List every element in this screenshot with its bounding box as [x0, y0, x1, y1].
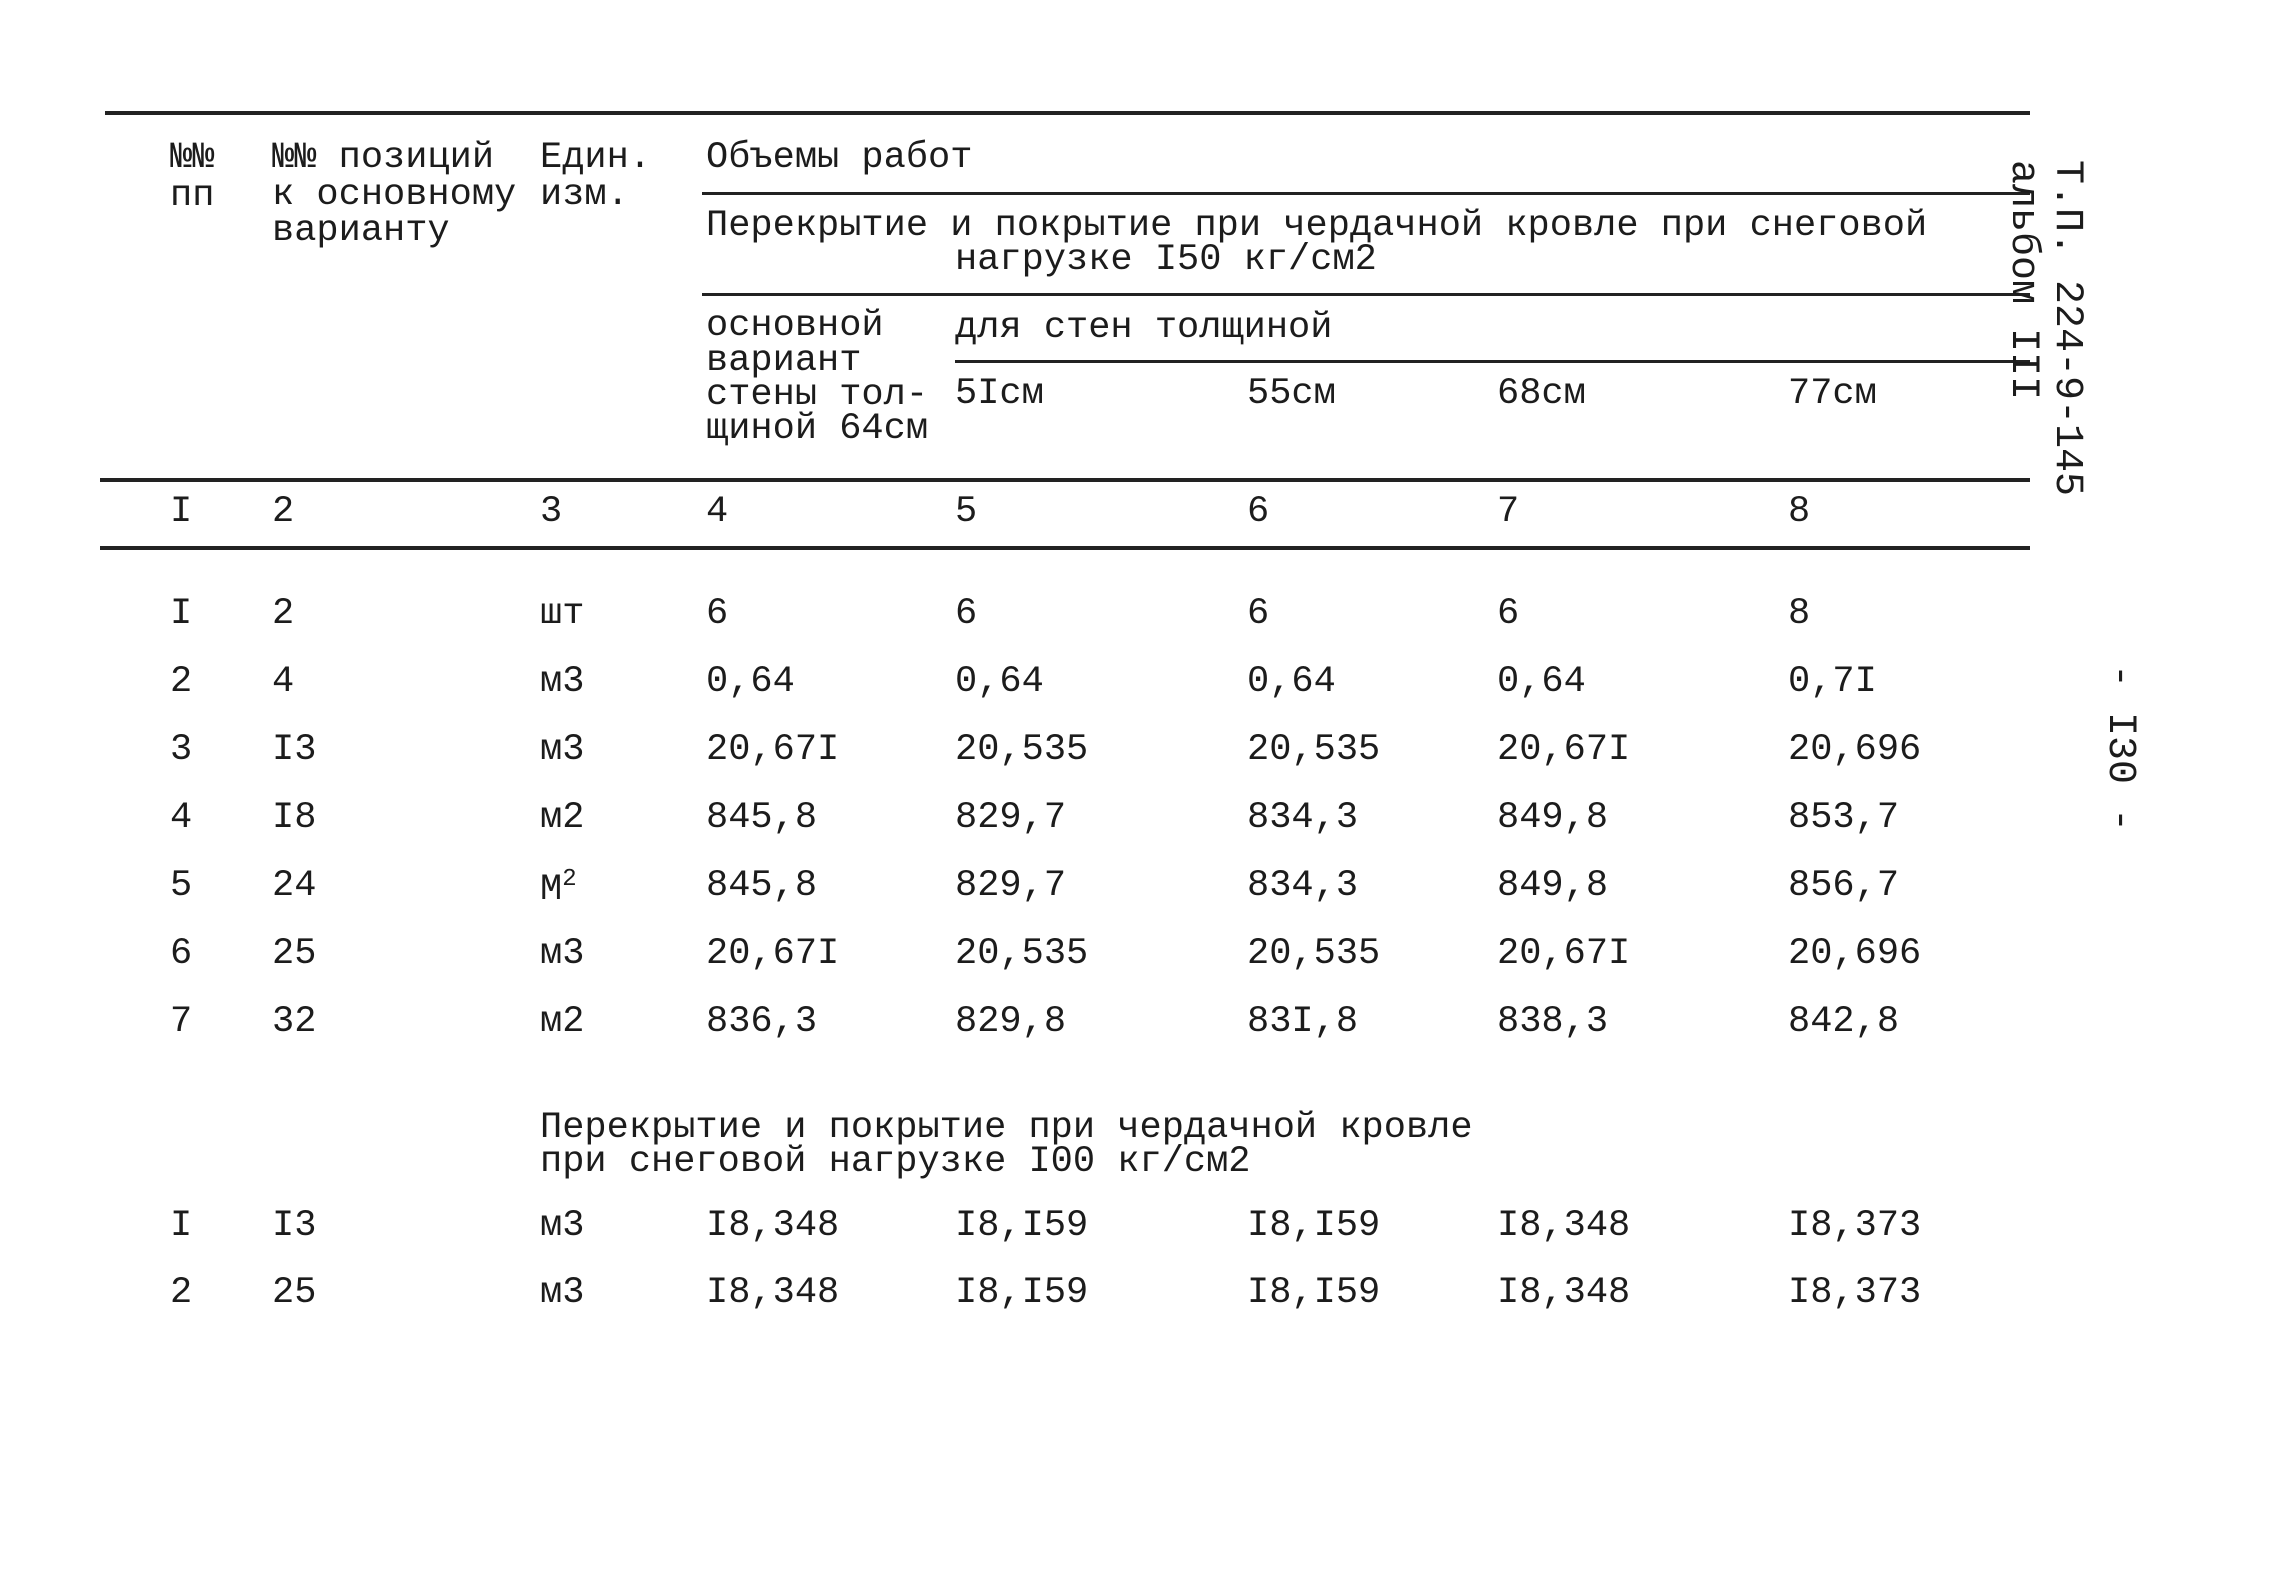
top-rule	[105, 111, 2030, 115]
table-cell: м3	[540, 1205, 585, 1247]
side-label	[2000, 160, 2088, 496]
table-cell: 4	[272, 661, 295, 703]
unit-superscript: 2	[562, 866, 577, 893]
table-cell: 4	[170, 797, 193, 839]
header-bottom-rule	[100, 478, 2030, 482]
table-cell: 0,64	[706, 661, 795, 703]
table-cell: 32	[272, 1001, 317, 1043]
header-col-pos-line3: варианту	[272, 210, 450, 252]
table-cell: I8,348	[706, 1205, 840, 1247]
table-cell: 836,3	[706, 1001, 818, 1043]
table-cell: 83I,8	[1247, 1001, 1359, 1043]
side-label-line2: альбом III	[2000, 160, 2045, 401]
table-cell: м3	[540, 1272, 585, 1314]
table-cell: 20,535	[955, 729, 1089, 771]
column-number: 2	[272, 491, 295, 533]
table-cell: 0,64	[955, 661, 1044, 703]
header-col-num-line2: пп	[170, 175, 215, 217]
unit-text: М	[540, 869, 563, 911]
table-cell: м3	[540, 933, 585, 975]
table-cell: I8,I59	[955, 1205, 1089, 1247]
table-cell: I	[170, 1205, 193, 1247]
header-col-pos-line1: №№ позиций	[272, 137, 495, 179]
table-cell: 0,64	[1247, 661, 1336, 703]
table-cell: 20,535	[955, 933, 1089, 975]
table-cell: 849,8	[1497, 797, 1609, 839]
table-cell: 2	[170, 1272, 193, 1314]
table-cell: 0,64	[1497, 661, 1586, 703]
table-cell: I8	[272, 797, 317, 839]
base-variant-line1: основной	[706, 305, 884, 347]
table-cell: 3	[170, 729, 193, 771]
table-cell: 20,67I	[1497, 933, 1631, 975]
table-cell: 2	[272, 593, 295, 635]
header-col-unit-line2: изм.	[540, 174, 629, 216]
table-cell: 20,696	[1788, 933, 1922, 975]
table-cell: 829,7	[955, 797, 1067, 839]
section1-title-line2: нагрузке I50 кг/см2	[955, 239, 1377, 281]
table-cell: I8,I59	[1247, 1205, 1381, 1247]
table-cell: 20,67I	[1497, 729, 1631, 771]
table-cell: 849,8	[1497, 865, 1609, 907]
table-cell: 829,7	[955, 865, 1067, 907]
table-cell: 8	[1788, 593, 1811, 635]
table-cell: м3	[540, 661, 585, 703]
walls-title: для стен толщиной	[955, 307, 1333, 349]
table-cell: 2	[170, 661, 193, 703]
wall-size-55: 55см	[1247, 373, 1336, 415]
table-cell: 7	[170, 1001, 193, 1043]
table-cell: 6	[706, 593, 729, 635]
table-cell: I8,348	[1497, 1272, 1631, 1314]
column-number: 6	[1247, 491, 1270, 533]
table-cell: 25	[272, 933, 317, 975]
section1-title-line1: Перекрытие и покрытие при чердачной кровле при снеговой	[706, 205, 1928, 247]
column-number: 7	[1497, 491, 1520, 533]
table-cell: I8,I59	[955, 1272, 1089, 1314]
table-cell: 845,8	[706, 797, 818, 839]
table-cell: м3	[540, 729, 585, 771]
table-cell: 20,535	[1247, 729, 1381, 771]
table-cell: 834,3	[1247, 797, 1359, 839]
table-cell: I8,373	[1788, 1272, 1922, 1314]
page-number: - I30 -	[2097, 664, 2142, 833]
column-numbers-rule	[100, 546, 2030, 550]
table-cell: 834,3	[1247, 865, 1359, 907]
base-variant-line2: вариант	[706, 340, 862, 382]
table-cell: I8,348	[706, 1272, 840, 1314]
header-col-num-line1: №№	[170, 137, 215, 179]
table-cell: I8,373	[1788, 1205, 1922, 1247]
table-cell: 0,7I	[1788, 661, 1877, 703]
table-cell: 25	[272, 1272, 317, 1314]
table-cell: I8,348	[1497, 1205, 1631, 1247]
table-cell: I3	[272, 1205, 317, 1247]
table-cell: 6	[1247, 593, 1270, 635]
volumes-title: Объемы работ	[706, 137, 973, 179]
table-cell: 24	[272, 865, 317, 907]
header-col-unit-line1: Един.	[540, 137, 652, 179]
header-col-pos-line2: к основному	[272, 174, 517, 216]
table-cell: 20,696	[1788, 729, 1922, 771]
walls-rule	[955, 360, 2030, 363]
table-cell: 6	[955, 593, 978, 635]
table-cell: I	[170, 593, 193, 635]
table-cell: 6	[170, 933, 193, 975]
table-cell: м2	[540, 1001, 585, 1043]
column-number: 3	[540, 491, 563, 533]
table-cell: 856,7	[1788, 865, 1900, 907]
table-cell: 6	[1497, 593, 1520, 635]
table-cell: I3	[272, 729, 317, 771]
section1-title-rule	[702, 293, 2030, 296]
side-label-line1: Т.П. 224-9-145	[2044, 160, 2089, 497]
wall-size-77: 77см	[1788, 373, 1877, 415]
table-cell: 853,7	[1788, 797, 1900, 839]
table-cell: I8,I59	[1247, 1272, 1381, 1314]
column-number: I	[170, 491, 193, 533]
table-cell: м2	[540, 797, 585, 839]
table-cell: 20,67I	[706, 729, 840, 771]
wall-size-51: 5Iсм	[955, 373, 1044, 415]
table-cell-unit	[540, 868, 577, 909]
table-cell: 838,3	[1497, 1001, 1609, 1043]
table-cell: 845,8	[706, 865, 818, 907]
base-variant-line4: щиной 64см	[706, 408, 929, 450]
column-number: 8	[1788, 491, 1811, 533]
base-variant-line3: стены тол-	[706, 374, 929, 416]
section2-title-line2: при снеговой нагрузке I00 кг/см2	[540, 1141, 1251, 1183]
table-cell: 5	[170, 865, 193, 907]
table-cell: 829,8	[955, 1001, 1067, 1043]
column-number: 5	[955, 491, 978, 533]
table-cell: 20,67I	[706, 933, 840, 975]
table-cell: шт	[540, 593, 585, 635]
volumes-rule	[702, 192, 2030, 195]
section2-title-line1: Перекрытие и покрытие при чердачной кровле	[540, 1107, 1473, 1149]
table-cell: 842,8	[1788, 1001, 1900, 1043]
table-cell: 20,535	[1247, 933, 1381, 975]
column-number: 4	[706, 491, 729, 533]
wall-size-68: 68см	[1497, 373, 1586, 415]
